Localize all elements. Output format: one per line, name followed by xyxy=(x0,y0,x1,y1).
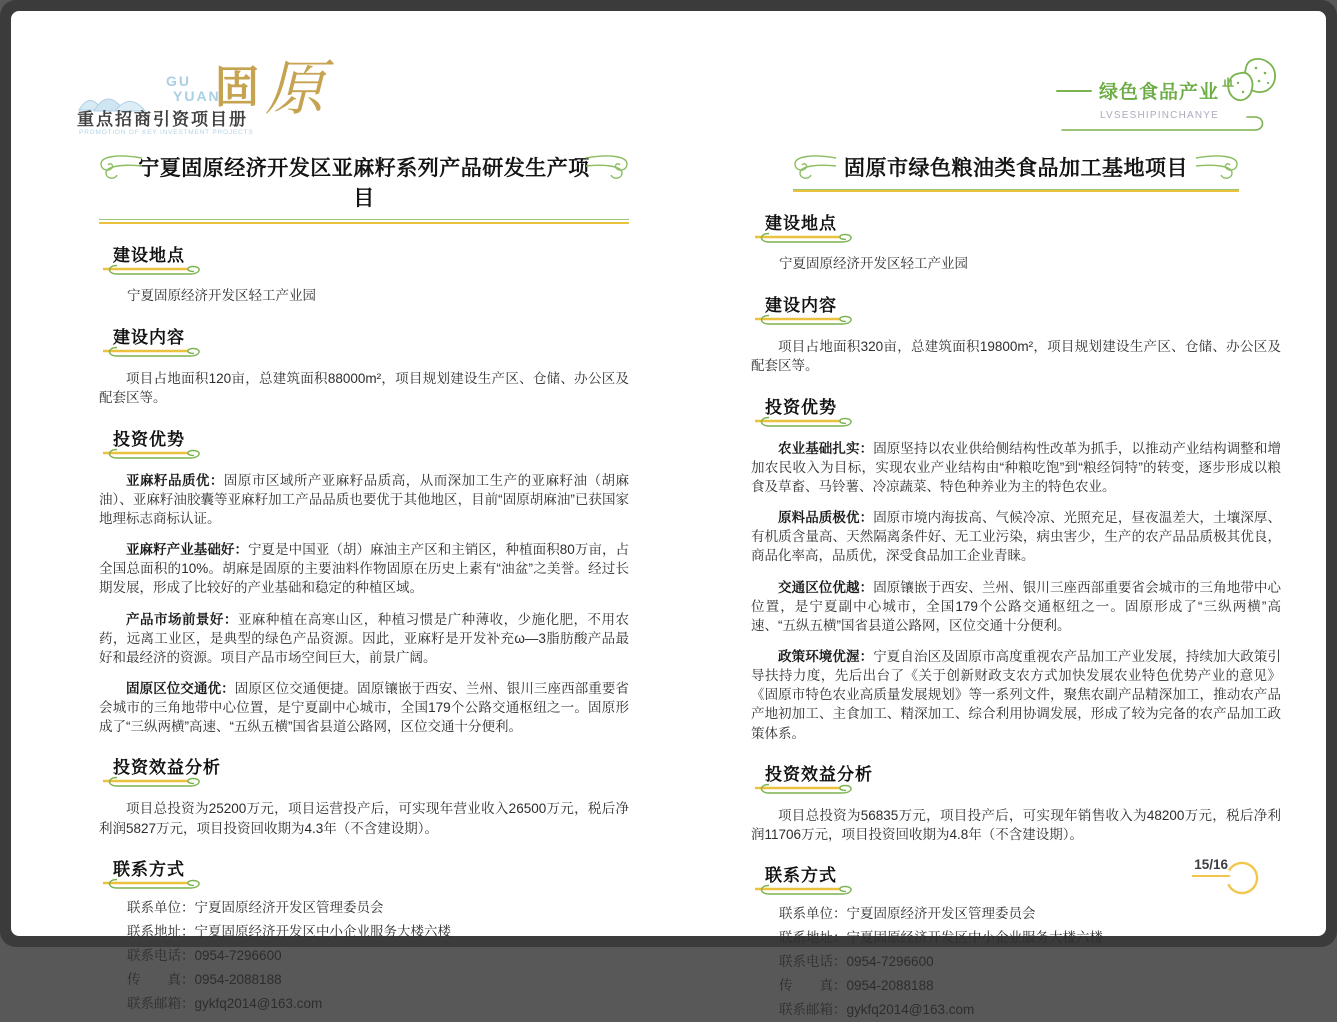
swirl-ornament-icon xyxy=(754,232,866,246)
cloud-scroll-icon xyxy=(791,153,837,181)
section-heading-contact: 联系方式 xyxy=(765,861,1281,898)
location-text: 宁夏固原经济开发区轻工产业园 xyxy=(779,256,968,271)
section-heading-benefit: 投资效益分析 xyxy=(113,753,629,790)
booklet-subtitle: PROMOTION OF KEY INVESTMENT PROJECTS xyxy=(79,129,254,136)
advantage-item: 亚麻籽品质优：固原市区域所产亚麻籽品质高，从而深加工生产的亚麻籽油（胡麻油）、亚麻籽油胶囊等亚麻籽加工产品品质也要优于其他地区，目前“固原胡麻油”已获国家地理标志商标认证。 xyxy=(99,472,630,526)
location-text: 宁夏固原经济开发区轻工产业园 xyxy=(127,288,316,303)
brochure-page xyxy=(11,11,1326,1018)
cloud-scroll-icon xyxy=(1195,153,1241,181)
category-header xyxy=(1056,63,1276,127)
project-title: 宁夏固原经济开发区亚麻籽系列产品研发生产项目 xyxy=(138,157,590,210)
title-gold-underline xyxy=(99,222,629,224)
left-project-column xyxy=(99,147,629,1016)
swirl-ornament-icon xyxy=(754,314,866,328)
advantage-item: 固原区位交通优：固原区位交通便捷。固原镶嵌于西安、兰州、银川三座西部重要省会城市的三角地带中心位置，是宁夏副中心城市，全国179个公路交通枢纽之一。固原形成了“三纵两横”高速、“五纵五横”国省县道公路网，区位交通十分便利。 xyxy=(99,680,630,735)
project-title-bar xyxy=(99,147,629,220)
category-label: 绿色食品产业 xyxy=(1099,82,1220,103)
section-heading-benefit: 投资效益分析 xyxy=(765,760,1281,797)
swirl-ornament-icon xyxy=(754,884,866,898)
contact-unit: 联系单位：宁夏固原经济开发区管理委员会 xyxy=(127,899,384,915)
advantage-item: 政策环境优渥：宁夏自治区及固原市高度重视农产品加工产业发展，持续加大政策引导扶持力度，先后出台了《关于创新财政支农方式加快发展农业特色优势产业的意见》《固原市特色农业高质量发展规划》等一系列文件，聚焦农副产品精深加工，推动农产品产地初加工、主食加工、精深加工、综合利用协调发展，形成了较为完备的农产品加工政策体系。 xyxy=(751,648,1282,741)
swirl-ornament-icon xyxy=(102,346,214,360)
advantage-item: 亚麻籽产业基础好：宁夏是中国亚（胡）麻油主产区和主销区，种植面积80万亩，占全国总面积的10%。胡麻是固原的主要油料作物固原在历史上素有“油盆”之美誉。经过长期发展，形成了比较好的产业基础和稳定的种植区域。 xyxy=(99,542,630,596)
project-title-bar xyxy=(793,147,1239,190)
swirl-ornament-icon xyxy=(102,264,214,278)
contact-phone: 联系电话：0954-7296600 xyxy=(779,954,934,970)
logo-gu-text: GU xyxy=(166,73,191,89)
potato-icon xyxy=(1222,55,1280,105)
contact-email: 联系邮箱：gykfq2014@163.com xyxy=(127,995,323,1011)
contact-email: 联系邮箱：gykfq2014@163.com xyxy=(779,1002,975,1018)
logo-yuan-text: YUAN xyxy=(173,88,221,104)
logo-char-gu: 固 xyxy=(215,63,259,112)
swirl-ornament-icon xyxy=(754,416,866,430)
content-text: 项目占地面积320亩，总建筑面积19800m²，项目规划建设生产区、仓储、办公区及配套区等。 xyxy=(751,339,1281,374)
booklet-logo xyxy=(69,37,389,137)
section-heading-advantages: 投资优势 xyxy=(113,425,629,462)
logo-char-yuan: 原 xyxy=(265,56,325,122)
page-number: 15/16 xyxy=(1192,856,1230,874)
swirl-ornament-icon xyxy=(102,776,214,790)
content-text: 项目占地面积120亩，总建筑面积88000m²，项目规划建设生产区、仓储、办公区及配套区等。 xyxy=(99,371,629,406)
swirl-ornament-icon xyxy=(102,878,214,892)
contact-unit: 联系单位：宁夏固原经济开发区管理委员会 xyxy=(779,906,1036,922)
section-heading-advantages: 投资优势 xyxy=(765,393,1281,430)
advantage-item: 交通区位优越：固原镶嵌于西安、兰州、银川三座西部重要省会城市的三角地带中心位置，是宁夏副中心城市，全国179个公路交通枢纽之一。固原形成了“三纵两横”高速、“五纵五横”国省县道公路网，区位交通十分便利。 xyxy=(751,579,1282,633)
advantage-item: 农业基础扎实：固原坚持以农业供给侧结构性改革为抓手，以推动产业结构调整和增加农民收入为目标，实现农业产业结构由“种粮吃饱”到“粮经饲特”的转变，逐步形成以粮食及草畜、马铃薯、冷凉蔬菜、特色种养业为主的特色农业。 xyxy=(751,440,1282,494)
benefit-text: 项目总投资为25200万元，项目运营投产后，可实现年营业收入26500万元，税后净利润5827万元，项目投资回收期为4.3年（不含建设期）。 xyxy=(99,801,629,836)
section-heading-location: 建设地点 xyxy=(765,209,1281,246)
contact-phone: 联系电话：0954-7296600 xyxy=(127,947,282,963)
cloud-scroll-icon xyxy=(97,153,143,181)
cloud-scroll-icon xyxy=(585,153,631,181)
booklet-title: 重点招商引资项目册 xyxy=(77,110,248,129)
section-heading-location: 建设地点 xyxy=(113,241,629,278)
advantage-item: 产品市场前景好：亚麻种植在高寒山区，种植习惯是广种薄收，少施化肥，不用农药，远离工业区，是典型的绿色产品资源。因此，亚麻籽是开发补充ω—3脂肪酸产品最好和最经济的资源。项目产品市场空间巨大，前景广阔。 xyxy=(99,611,630,665)
contact-address: 联系地址：宁夏固原经济开发区中小企业服务大楼六楼 xyxy=(779,930,1103,946)
category-dash-line xyxy=(1056,90,1092,92)
right-project-column xyxy=(751,147,1281,1022)
swirl-ornament-icon xyxy=(754,783,866,797)
section-heading-contact: 联系方式 xyxy=(113,855,629,892)
category-underline-icon xyxy=(1056,115,1274,135)
contact-fax: 传 真：0954-2088188 xyxy=(127,971,282,987)
contact-address: 联系地址：宁夏固原经济开发区中小企业服务大楼六楼 xyxy=(127,923,451,939)
page-circle-icon xyxy=(1222,858,1262,898)
title-gold-underline xyxy=(793,190,1239,192)
section-heading-content: 建设内容 xyxy=(765,291,1281,328)
section-heading-content: 建设内容 xyxy=(113,323,629,360)
advantage-item: 原料品质极优：固原市境内海拔高、气候冷凉、光照充足，昼夜温差大，土壤深厚、有机质含量高、天然隔离条件好、无工业污染，病虫害少，生产的农产品品质极其优良，商品化率高，品质优，深受食品加工企业青睐。 xyxy=(751,510,1282,564)
swirl-ornament-icon xyxy=(102,448,214,462)
category-pinyin: LVSESHIPINCHANYE xyxy=(1100,110,1220,121)
project-title: 固原市绿色粮油类食品加工基地项目 xyxy=(844,157,1188,180)
benefit-text: 项目总投资为56835万元，项目投产后，可实现年销售收入为48200万元，税后净利润11706万元，项目投资回收期为4.8年（不含建设期）。 xyxy=(751,807,1281,842)
contact-fax: 传 真：0954-2088188 xyxy=(779,978,934,994)
